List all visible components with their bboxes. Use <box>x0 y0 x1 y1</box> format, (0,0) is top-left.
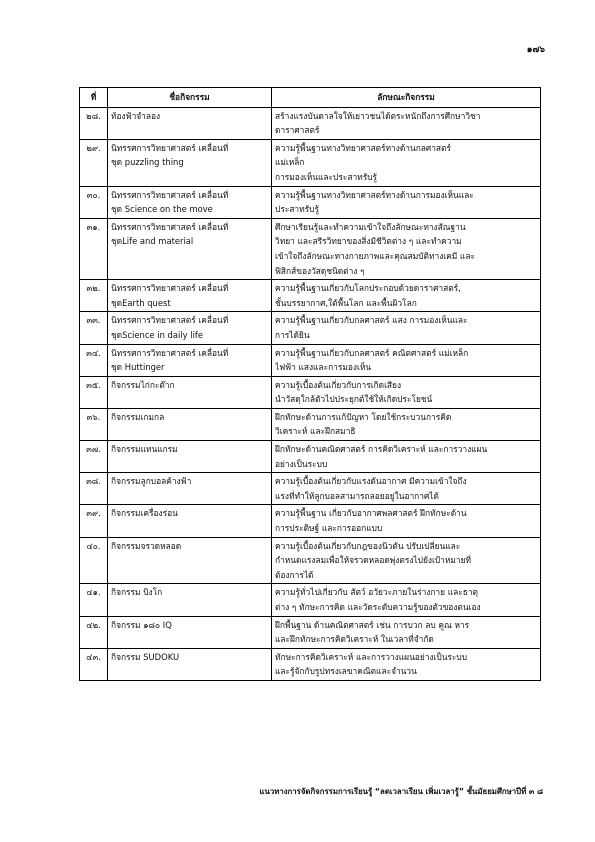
activity-name-line: ชุดScience in daily life <box>111 329 204 340</box>
table-row <box>80 280 541 312</box>
activity-description <box>272 648 541 680</box>
activity-description-line: เข้าใจถึงลักษณะทางกายภาพและคุณสมบัติทางเคมี และ <box>275 250 475 261</box>
activity-description <box>272 408 541 440</box>
row-number: ๓๓. <box>80 312 108 344</box>
row-number: ๓๖. <box>80 408 108 440</box>
activity-name-line: นิทรรศการวิทยาศาสตร์ เคลื่อนที่ <box>111 347 229 358</box>
activities-table <box>79 87 541 681</box>
activity-description-line: ประสาทรับรู้ <box>275 204 319 215</box>
activity-description-line: ฝึกทักษะด้านการแก้ปัญหา โดยใช้กระบวนการคิด <box>275 411 452 422</box>
table-row <box>80 312 541 344</box>
header-activity-name: ชื่อกิจกรรม <box>108 88 272 108</box>
activity-description-line: วิทยา และสรีรวิทยาของสิ่งมีชีวิตต่าง ๆ และทำความ <box>275 236 462 247</box>
activity-description <box>272 280 541 312</box>
activity-name <box>108 186 272 218</box>
activity-name-line: กิจกรรมแทนแกรม <box>111 444 178 455</box>
activity-name-line: กิจกรรม ๑๘๐ IQ <box>111 619 172 630</box>
activity-description-line: และฝึกทักษะการคิดวิเคราะห์ ในเวลาที่จำกัด <box>275 634 434 645</box>
activity-description-line: ความรู้พื้นฐานทางวิทยาศาสตร์ทางด้านกลศาสตร์ <box>275 142 451 153</box>
activity-description-line: แม่เหล็ก <box>275 157 305 168</box>
activity-name <box>108 107 272 139</box>
activity-description <box>272 218 541 279</box>
activity-description-line: และรู้จักกับรูปทรงเลขาคณิตและจำนวน <box>275 666 417 677</box>
activity-description-line: ความรู้เบื้องต้นเกี่ยวกับกฎของนิวตัน ปรับเปลี่ยนและ <box>275 540 461 551</box>
table-row <box>80 186 541 218</box>
activity-name-line: ชุด puzzling thing <box>111 157 184 168</box>
table-row <box>80 441 541 473</box>
activity-description-line: อย่างเป็นระบบ <box>275 458 328 469</box>
activity-name <box>108 505 272 537</box>
table-row <box>80 408 541 440</box>
activity-description <box>272 344 541 376</box>
row-number: ๔๑. <box>80 584 108 616</box>
activity-description-line: ความรู้พื้นฐานทางวิทยาศาสตร์ทางด้านการมองเห็นและ <box>275 189 474 200</box>
page-number: ๑๗๖ <box>526 45 545 55</box>
table-row <box>80 505 541 537</box>
row-number: ๓๙. <box>80 505 108 537</box>
table-header-row <box>80 88 541 108</box>
table-row <box>80 648 541 680</box>
row-number: ๒๙. <box>80 139 108 186</box>
footer-text: แนวทางการจัดกิจกรรมการเรียนรู้ “ลดเวลาเรียน เพิ่มเวลารู้” ชั้นมัธยมศึกษาปีที่ ๓ ๘ <box>259 787 543 796</box>
activity-description <box>272 537 541 584</box>
activity-description-line: ชั้นบรรยากาศ,ใต้พื้นโลก และพื้นผิวโลก <box>275 297 417 308</box>
activity-description-line: ฝึกพื้นฐาน ด้านคณิตศาสตร์ เช่น การบวก ลบ คูณ หาร <box>275 619 470 630</box>
activity-description-line: แรงที่ทำให้ลูกบอลสามารถลอยอยู่ในอากาศได้ <box>275 490 439 501</box>
row-number: ๒๘. <box>80 107 108 139</box>
activity-name <box>108 473 272 505</box>
row-number: ๓๑. <box>80 218 108 279</box>
row-number: ๓๔. <box>80 344 108 376</box>
activity-name-line: ท้องฟ้าจำลอง <box>111 110 161 121</box>
activity-description-line: วิเคราะห์ และฝึกสมาธิ <box>275 426 356 437</box>
table-row <box>80 344 541 376</box>
row-number: ๔๒. <box>80 616 108 648</box>
activity-name-line: ชุด Science on the move <box>111 204 213 215</box>
activity-description-line: กำหนดแรงลมเพื่อให้จรวดหลอดพุ่งตรงไปยังเป้าหมายที่ <box>275 555 472 566</box>
activity-description-line: การได้ยิน <box>275 329 310 340</box>
activity-description-line: นำวัสดุใกล้ตัวไปประยุกต์ใช้ให้เกิดประโยชน์ <box>275 394 433 405</box>
activity-description <box>272 616 541 648</box>
row-number: ๓๗. <box>80 441 108 473</box>
activity-description-line: ความรู้เบื้องต้นเกี่ยวกับการเกิดเสียง <box>275 379 402 390</box>
table-row <box>80 473 541 505</box>
activity-name-line: นิทรรศการวิทยาศาสตร์ เคลื่อนที่ <box>111 142 229 153</box>
row-number: ๓๘. <box>80 473 108 505</box>
activity-description-line: ไฟฟ้า แสงและการมองเห็น <box>275 362 372 373</box>
activity-description-line: ทักษะการคิดวิเคราะห์ และการวางแผนอย่างเป็นระบบ <box>275 651 468 662</box>
activity-name <box>108 312 272 344</box>
table-body <box>80 107 541 680</box>
activity-name-line: นิทรรศการวิทยาศาสตร์ เคลื่อนที่ <box>111 221 229 232</box>
activity-description <box>272 441 541 473</box>
activity-description-line: ต้องการได้ <box>275 569 314 580</box>
table-row <box>80 584 541 616</box>
row-number: ๓๒. <box>80 280 108 312</box>
activity-name-line: นิทรรศการวิทยาศาสตร์ เคลื่อนที่ <box>111 315 229 326</box>
activity-name-line: ชุดEarth quest <box>111 297 171 308</box>
activity-name-line: กิจกรรม บิงโก <box>111 587 163 598</box>
table-row <box>80 218 541 279</box>
activity-description-line: ความรู้ทั่วไปเกี่ยวกับ สัตว์ อวัยวะภายในร่างกาย และธาตุ <box>275 587 478 598</box>
activity-description <box>272 473 541 505</box>
table-row <box>80 376 541 408</box>
table-row <box>80 107 541 139</box>
activity-name-line: กิจกรรมลูกบอลค้างฟ้า <box>111 476 192 487</box>
activity-name-line: กิจกรรม SUDOKU <box>111 651 180 662</box>
activity-name <box>108 584 272 616</box>
activity-description <box>272 312 541 344</box>
activity-description <box>272 107 541 139</box>
activity-description <box>272 186 541 218</box>
row-number: ๔๐. <box>80 537 108 584</box>
activity-name-line: ชุดLife and material <box>111 236 194 247</box>
activity-description-line: ฝึกทักษะด้านคณิตศาสตร์ การคิดวิเคราะห์ และการวางแผน <box>275 444 488 455</box>
activity-name-line: นิทรรศการวิทยาศาสตร์ เคลื่อนที่ <box>111 189 229 200</box>
row-number: ๓๕. <box>80 376 108 408</box>
activity-name <box>108 537 272 584</box>
activity-name-line: กิจกรรมไก่กะต๊าก <box>111 379 175 390</box>
activity-name-line: กิจกรรมเกมกล <box>111 411 165 422</box>
activity-description-line: ฟิสิกส์ของวัสดุชนิดต่าง ๆ <box>275 265 365 276</box>
activity-name-line: ชุด Huttinger <box>111 362 165 373</box>
activity-description-line: ความรู้เบื้องต้นเกี่ยวกับแรงดันอากาศ มีความเข้าใจถึง <box>275 476 467 487</box>
row-number: ๔๓. <box>80 648 108 680</box>
row-number: ๓๐. <box>80 186 108 218</box>
header-no: ที่ <box>80 88 108 108</box>
activity-description-line: ศึกษาเรียนรู้และทำความเข้าใจถึงลักษณะทางสัณฐาน <box>275 221 466 232</box>
header-activity-description: ลักษณะกิจกรรม <box>272 88 541 108</box>
activity-name <box>108 616 272 648</box>
activity-description-line: ต่าง ๆ ทักษะการคิด และวัดระดับความรู้ของตัวของตนเอง <box>275 602 481 612</box>
table-row <box>80 616 541 648</box>
activity-name-line: กิจกรรมเครื่องร่อน <box>111 508 178 519</box>
activity-description <box>272 139 541 186</box>
activity-description <box>272 505 541 537</box>
activity-description-line: ความรู้พื้นฐาน เกี่ยวกับอากาศพลศาสตร์ ฝึกทักษะด้าน <box>275 508 467 519</box>
table-row <box>80 537 541 584</box>
activity-description-line: สร้างแรงบันดาลใจให้เยาวชนได้ตระหนักถึงการศึกษาวิชา <box>275 110 481 121</box>
activity-name <box>108 344 272 376</box>
activity-description <box>272 584 541 616</box>
activity-description-line: ดาราศาสตร์ <box>275 125 320 136</box>
activity-name <box>108 648 272 680</box>
activity-description-line: การประดิษฐ์ และการออกแบบ <box>275 523 383 534</box>
activity-description-line: ความรู้พื้นฐานเกี่ยวกับโลกประกอบด้วยดาราศาสตร์, <box>275 283 461 294</box>
activity-name-line: กิจกรรมจรวดหลอด <box>111 540 182 551</box>
activity-description-line: การมองเห็นและประสาทรับรู้ <box>275 171 378 182</box>
activity-description-line: ความรู้พื้นฐานเกี่ยวกับกลศาสตร์ แสง การมองเห็นและ <box>275 315 468 326</box>
activity-name <box>108 408 272 440</box>
activity-description-line: ความรู้พื้นฐานเกี่ยวกับกลศาสตร์ คณิตศาสตร์ แม่เหล็ก <box>275 347 469 358</box>
table-row <box>80 139 541 186</box>
activity-name <box>108 376 272 408</box>
activity-name-line: นิทรรศการวิทยาศาสตร์ เคลื่อนที่ <box>111 283 229 294</box>
activity-name <box>108 218 272 279</box>
activity-name <box>108 280 272 312</box>
activity-name <box>108 441 272 473</box>
activity-description <box>272 376 541 408</box>
activity-name <box>108 139 272 186</box>
